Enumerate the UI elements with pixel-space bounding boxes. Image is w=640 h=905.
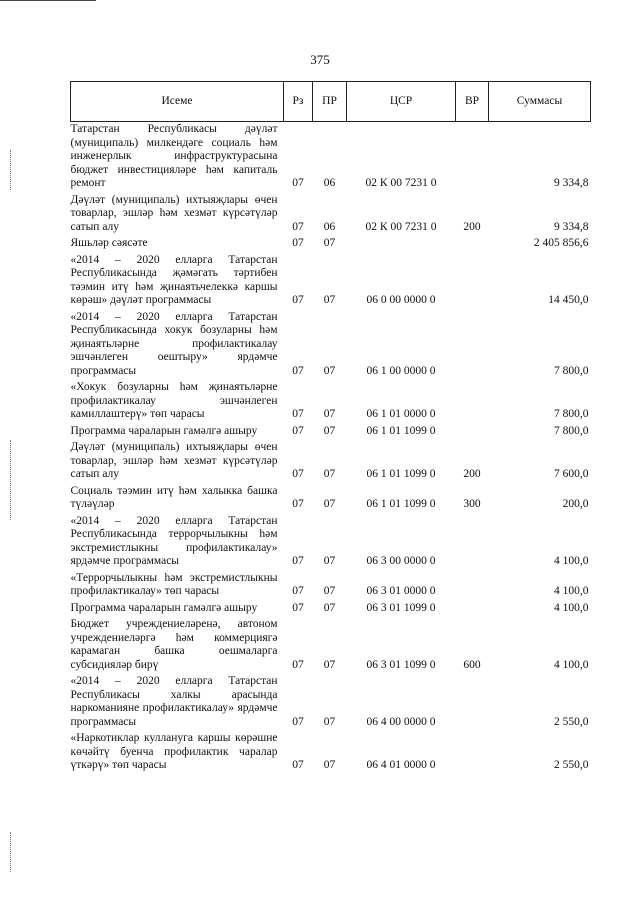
scan-margin-dots: [10, 150, 11, 190]
cell-sum: 4 100,0: [554, 601, 589, 614]
cell-sum: 9 334,8: [554, 177, 589, 189]
cell-vr: [456, 253, 489, 310]
cell-rz: 07: [292, 601, 304, 614]
table-row: [71, 617, 591, 674]
cell-csr: 02 К 00 7231 0: [365, 220, 437, 233]
cell-sum: 7 800,0: [554, 424, 589, 437]
cell-name: Дәүләт (муниципаль) ихтыяҗлары өчен товарлар, эшләр һәм хезмәт күрсәтүләр сатып алу: [70, 441, 278, 480]
cell-csr: 06 1 01 1099 0: [366, 498, 436, 510]
table-row: [71, 571, 591, 601]
cell-name: «2014 – 2020 елларга Татарстан Республикасында террорчылыкны һәм экстремистлыкны профилактикалау» ярдәмче программасы: [70, 514, 278, 567]
table-row: [71, 601, 591, 618]
cell-sum: 7 800,0: [554, 364, 589, 377]
cell-vr: [456, 122, 489, 193]
cell-csr: 06 1 01 1099 0: [366, 424, 436, 437]
table-row: [71, 440, 591, 484]
scan-margin-dots: [10, 832, 11, 872]
cell-name: «Террорчылыкны һәм экстремистлыкны профилактикалау» төп чарасы: [70, 571, 278, 597]
table-row: [71, 193, 591, 237]
cell-pr: 07: [323, 424, 336, 437]
cell-pr: 07: [323, 408, 336, 420]
cell-vr: [456, 571, 489, 601]
cell-vr: [456, 380, 489, 424]
cell-csr: 06 4 01 0000 0: [366, 759, 436, 771]
cell-sum: 14 450,0: [548, 294, 589, 306]
budget-table: [70, 81, 591, 775]
cell-rz: 07: [292, 220, 304, 233]
cell-sum: 4 100,0: [554, 555, 589, 567]
cell-sum: 2 550,0: [554, 759, 589, 771]
cell-csr: 06 3 01 0000 0: [366, 585, 436, 597]
scan-edge-line: [0, 0, 96, 1]
cell-pr: 07: [323, 555, 336, 567]
cell-vr: [456, 674, 489, 731]
cell-vr: [456, 424, 489, 441]
header-rz: Рз: [284, 82, 313, 122]
table-row: [71, 236, 591, 253]
cell-name: Программа чараларын гамәлгә ашыру: [70, 601, 258, 614]
header-vr: ВР: [456, 82, 489, 122]
cell-name: «2014 – 2020 елларга Татарстан Республикасында хокук бозуларны һәм җинаятьләрне профилактикалау эшчәнлеген оештыру» ярдәмче программасы: [70, 310, 278, 377]
header-csr: ЦСР: [347, 82, 456, 122]
cell-pr: 07: [323, 601, 336, 614]
cell-rz: 07: [292, 658, 304, 671]
cell-rz: 07: [292, 715, 304, 728]
cell-csr: 06 1 01 1099 0: [366, 468, 436, 480]
cell-rz: 07: [292, 498, 304, 510]
cell-pr: 07: [323, 759, 336, 771]
cell-rz: 07: [292, 364, 304, 377]
cell-name: «Хокук бозуларны һәм җинаятьләрне профилактикалау эшчәнлеген камиллаштерү» төп чарасы: [70, 381, 278, 420]
cell-pr: 07: [323, 468, 336, 480]
cell-vr: 300: [463, 498, 481, 510]
cell-rz: 07: [292, 759, 304, 771]
cell-sum: 2 405 856,6: [533, 237, 589, 249]
table-row: [71, 674, 591, 731]
table-row: [71, 424, 591, 441]
table-row: [71, 380, 591, 424]
cell-csr: 02 К 00 7231 0: [365, 177, 437, 189]
cell-csr: 06 1 01 0000 0: [366, 408, 436, 420]
cell-vr: 200: [463, 220, 481, 233]
cell-vr: 200: [463, 468, 481, 480]
cell-pr: 06: [323, 177, 336, 189]
cell-name: Социаль тәэмин итү һәм халыкка башка түләүләр: [70, 484, 278, 510]
cell-vr: [456, 236, 489, 253]
table-row: [71, 310, 591, 381]
cell-sum: 4 100,0: [554, 658, 589, 671]
cell-rz: 07: [292, 585, 304, 597]
cell-sum: 4 100,0: [554, 585, 589, 597]
cell-name: Яшьләр сәясәте: [70, 237, 148, 249]
header-sum: Суммасы: [489, 82, 591, 122]
table-row: [71, 253, 591, 310]
cell-csr: 06 3 01 1099 0: [366, 658, 436, 671]
cell-rz: 07: [292, 237, 304, 249]
cell-pr: 07: [323, 658, 336, 671]
cell-vr: [456, 310, 489, 381]
cell-sum: 2 550,0: [554, 715, 589, 728]
cell-pr: 07: [323, 585, 336, 597]
cell-name: «Наркотиклар кулланугa каршы көрәшне көчәйтү буенча профилактик чаралар үткәрү» төп чарасы: [70, 732, 278, 771]
cell-rz: 07: [292, 294, 304, 306]
cell-name: Программа чараларын гамәлгә ашыру: [70, 424, 258, 437]
cell-pr: 07: [323, 498, 336, 510]
cell-name: «2014 – 2020 елларга Татарстан Республикасы халкы арасында наркоманияне профилактикалау» ярдәмче программасы: [70, 675, 278, 728]
cell-csr: 06 1 00 0000 0: [366, 364, 436, 377]
cell-rz: 07: [292, 468, 304, 480]
header-pr: ПР: [313, 82, 347, 122]
cell-csr: 06 3 01 1099 0: [366, 601, 436, 614]
page-number: 375: [310, 52, 330, 67]
cell-rz: 07: [292, 555, 304, 567]
table-row: [71, 484, 591, 514]
cell-vr: [456, 514, 489, 571]
cell-vr: 600: [463, 658, 481, 671]
cell-pr: 06: [323, 220, 336, 233]
scan-margin-dots: [10, 440, 11, 520]
cell-sum: 7 600,0: [554, 468, 589, 480]
header-name: Исеме: [71, 82, 284, 122]
cell-pr: 07: [323, 364, 336, 377]
cell-vr: [456, 731, 489, 775]
cell-name: Татарстан Республикасы дәүләт (муниципаль) милкендәге социаль һәм инженерлык инфраструктурасына бюджет инвестицияләре һәм капиталь ремонт: [70, 123, 278, 189]
table-row: [71, 731, 591, 775]
cell-rz: 07: [292, 177, 304, 189]
cell-name: Бюджет учреждениеләренә, автоном учреждениеләргә һәм коммерциягә карамаган башка оешмаларга субсидияләр бирү: [70, 618, 278, 671]
table-header-row: [71, 82, 591, 122]
cell-csr: [347, 236, 456, 253]
cell-sum: 200,0: [562, 498, 589, 510]
cell-rz: 07: [292, 408, 304, 420]
table-row: [71, 122, 591, 193]
cell-pr: 07: [323, 715, 336, 728]
cell-csr: 06 0 00 0000 0: [366, 294, 436, 306]
cell-csr: 06 4 00 0000 0: [366, 715, 436, 728]
table-row: [71, 514, 591, 571]
cell-pr: 07: [323, 237, 336, 249]
cell-rz: 07: [292, 424, 304, 437]
cell-sum: 7 800,0: [554, 408, 589, 420]
cell-name: «2014 – 2020 елларга Татарстан Республикасында җәмәгать тәртибен тәэмин итү һәм җинаятьчелеккә каршы көрәш» дәүләт программасы: [70, 253, 278, 306]
cell-vr: [456, 601, 489, 618]
cell-csr: 06 3 00 0000 0: [366, 555, 436, 567]
cell-name: Дәүләт (муниципаль) ихтыяҗлары өчен товарлар, эшләр һәм хезмәт күрсәтүләр сатып алу: [70, 193, 278, 233]
cell-sum: 9 334,8: [554, 220, 589, 233]
cell-pr: 07: [323, 294, 336, 306]
